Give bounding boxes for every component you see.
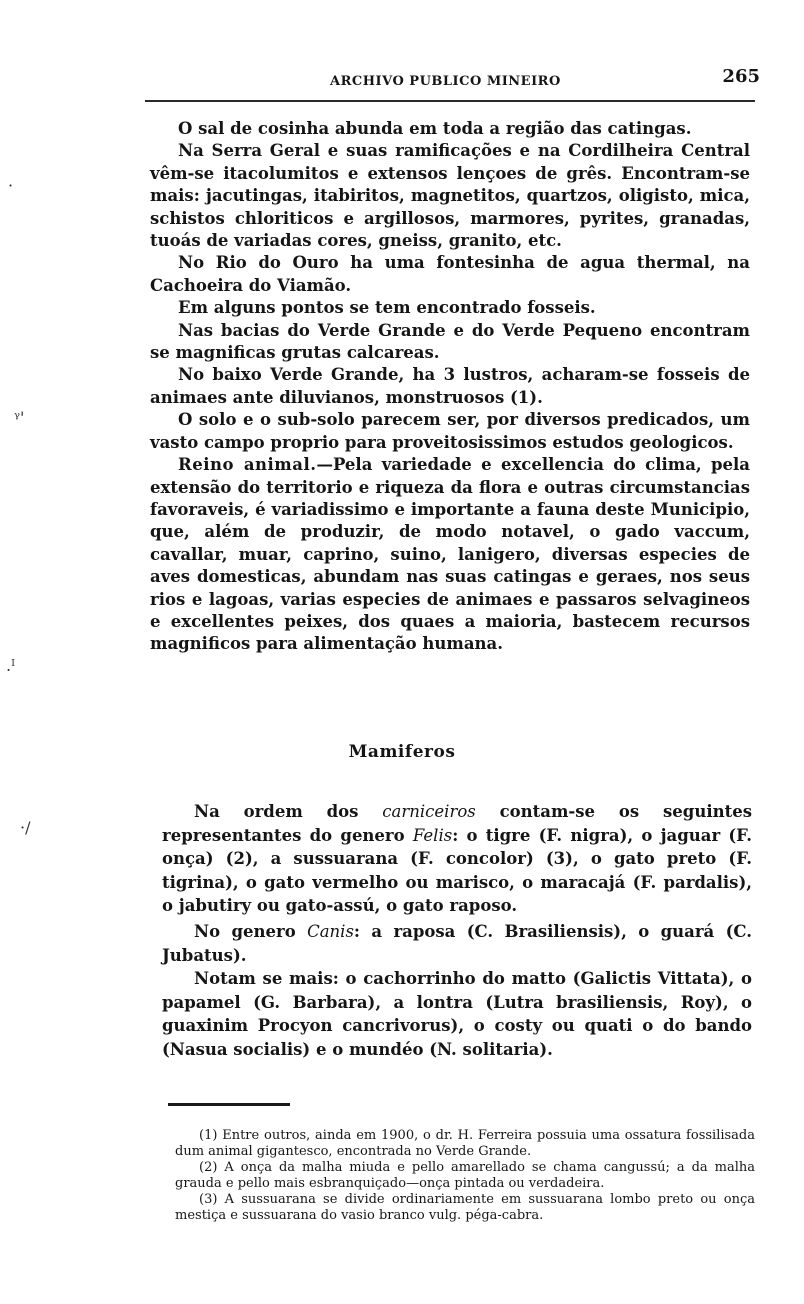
paragraph-reino-animal: [150, 454, 750, 656]
paragraph: No baixo Verde Grande, ha 3 lustros, acharam-se fosseis de animaes ante diluvianos, monstruosos (1).: [150, 365, 750, 407]
paragraph: Em alguns pontos se tem encontrado fosseis.: [178, 298, 596, 318]
margin-mark: .ᴵ: [6, 656, 16, 675]
paragraph: No Rio do Ouro ha uma fontesinha de agua thermal, na Cachoeira do Viamão.: [150, 253, 750, 295]
reino-animal-heading: Reino animal.: [178, 455, 317, 475]
text-run: contam-se os seguintes representantes do genero: [162, 802, 752, 845]
margin-mark: ·: [8, 176, 14, 195]
footnote: (3) A sussuarana se divide ordinariamente em sussuarana lombo preto ou onça mestiça e sussuarana do vasio branco vulg. péga-cabra.: [175, 1192, 755, 1223]
paragraph: Nas bacias do Verde Grande e do Verde Pequeno encontram se magnificas grutas calcareas.: [150, 320, 750, 363]
footnote: (2) A onça da malha miuda e pello amarellado se chama cangussú; a da malha grauda e pello mais esbranquiçado—onça pintada ou verdadeira.: [175, 1160, 755, 1191]
italic-term: carniceiros: [382, 802, 476, 821]
header-rule: [145, 100, 755, 102]
running-title: ARCHIVO PUBLICO MINEIRO: [330, 74, 561, 89]
footnote: (1) Entre outros, ainda em 1900, o dr. H. Ferreira possuia uma ossatura fossilisada dum animal gigantesco, encontrada no Verde Grande.: [175, 1128, 755, 1159]
footnotes: [175, 1128, 755, 1224]
text-run: No genero: [194, 921, 308, 941]
paragraph: Notam se mais: o cachorrinho do matto (Galictis Vittata), o papamel (G. Barbara), a lontra (Lutra brasiliensis, Roy), o guaxinim Procyon cancrivorus), o costy ou quati o do bando (Nasua socialis) e o mundéo (N. solitaria).: [162, 969, 752, 1059]
italic-term: Felis: [412, 825, 453, 845]
paragraph: O solo e o sub-solo parecem ser, por diversos predicados, um vasto campo proprio para proveitosissimos estudos geologicos.: [150, 410, 750, 452]
paragraph: [162, 800, 752, 918]
italic-term: Canis: [307, 921, 354, 941]
text-run: Na ordem dos: [194, 802, 383, 821]
section-title: Mamiferos: [348, 742, 456, 762]
page-number: 265: [722, 66, 760, 87]
paragraph: O sal de cosinha abunda em toda a região das catingas.: [178, 119, 692, 138]
running-head: [150, 66, 760, 96]
body-text: [150, 118, 750, 656]
paragraph-text: —Pela variedade e excellencia do clima, pela extensão do territorio e riqueza da flora e outras circumstancias favoraveis, é variadissimo e importante a fauna deste Municipio, que, além de produzir, de modo notavel, o gado vaccum, cavallar, muar, caprino, suino, lanigero, diversas especies de aves domesticas, abundam nas suas catingas e geraes, nos seus rios e lagoas, varias especies de animaes e passaros selvagineos e excellentes peixes, dos quaes a maioria, bastecem recursos magnificos para alimentação humana.: [150, 455, 750, 654]
paragraph: [162, 920, 752, 967]
mamiferos-text: [162, 800, 752, 1062]
text-run: : a raposa (C. Brasiliensis), o guará (C. Jubatus).: [162, 921, 752, 965]
paragraph: Na Serra Geral e suas ramificações e na Cordilheira Central vêm-se itacolumitos e extensos lençoes de grês. Encontram-se mais: jacutingas, itabiritos, magnetitos, quartzos, oligisto, mica, schistos chloriticos e argillosos, marmores, pyrites, granadas, tuoás de variadas cores, gneiss, granito, etc.: [150, 141, 750, 251]
text-run: : o tigre (F. nigra), o jaguar (F. onça) (2), a sussuarana (F. concolor) (3), o gato preto (F. tigrina), o gato vermelho ou marisco, o maracajá (F. pardalis), o jabutiry ou gato-assú, o gato raposo.: [162, 825, 752, 916]
margin-mark: ·/: [20, 818, 31, 837]
margin-mark: ᵞ': [14, 408, 25, 427]
footnote-rule: [168, 1103, 290, 1106]
